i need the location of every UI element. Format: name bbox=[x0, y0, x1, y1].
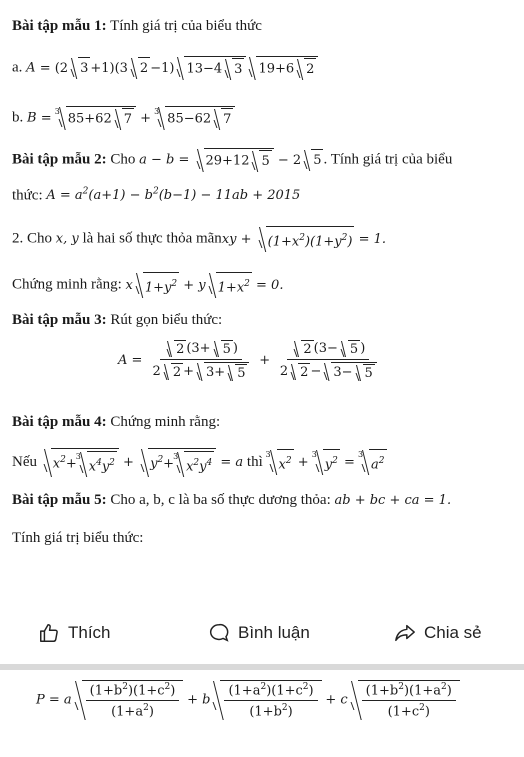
action-bar bbox=[0, 612, 524, 656]
exercise-1a-label: a. bbox=[12, 59, 23, 76]
formula-4-condition: $x^2+$ 3 $x^4y^2 + y^2+$ 3 $x^2y^4 = a$ bbox=[41, 455, 243, 470]
exercise-4-text: Chứng minh rằng: bbox=[106, 414, 221, 430]
thumbs-up-icon bbox=[38, 622, 60, 644]
exercise-5-line2-text: Tính giá trị biểu thức: bbox=[12, 530, 144, 546]
formula-4-result: 3 $x^2$ + 3 $y^2$ = 3 $a^2$ bbox=[267, 455, 387, 470]
formula-2-part2: xy + $(1+x^2)(1+y^2) = 1$. bbox=[222, 232, 386, 247]
exercise-2-text-post: . Tính giá trị của biểu bbox=[323, 151, 453, 168]
exercise-1b: b. B = 3 85+62 7 + 3 85−62 7 bbox=[12, 106, 235, 130]
exercise-5-text: Cho a, b, c là ba số thực dương thỏa: bbox=[106, 492, 335, 508]
comment-button[interactable] bbox=[208, 622, 310, 644]
formula-xy: x, y bbox=[55, 231, 79, 247]
exercise-2-label: Bài tập mẫu 2: bbox=[12, 151, 107, 168]
formula-1a: A bbox=[26, 60, 36, 76]
comment-bubble-icon bbox=[208, 622, 230, 644]
exercise-2-prove bbox=[12, 272, 283, 298]
exercise-2-text-pre: Cho bbox=[106, 151, 140, 168]
comment-label: Bình luận bbox=[238, 623, 310, 642]
exercise-4-pre: Nếu bbox=[12, 454, 41, 470]
exercise-1-heading bbox=[12, 16, 262, 36]
exercise-4-label: Bài tập mẫu 4: bbox=[12, 414, 107, 430]
exercise-2-prove-text: Chứng minh rằng: bbox=[12, 276, 126, 293]
like-button[interactable] bbox=[38, 622, 111, 644]
exercise-4-heading bbox=[12, 412, 220, 432]
share-arrow-icon bbox=[394, 622, 416, 644]
exercise-2-part2 bbox=[12, 226, 386, 252]
exercise-2-expression bbox=[12, 182, 300, 206]
formula-5-expression: P = a $\frac{(1+b^2)(1+c^2)}{(1+a^2)}$ + b $\frac{(1+a^2)(1+c^2)}{(1+b^2)}$ + c $\frac{(1+b^2)(1+a^2)}{(1+c^2)}$ bbox=[36, 680, 460, 720]
formula-2-condition: a − b = bbox=[139, 152, 194, 168]
exercise-1-label: Bài tập mẫu 1: bbox=[12, 18, 107, 34]
formula-1b: B bbox=[27, 110, 37, 126]
exercise-2-heading: Bài tập mẫu 2: Cho a − b = 29+12 5 − 2 5 . Tính giá trị của biểu bbox=[12, 148, 452, 172]
formula-3: A = $\frac{2 (3+ 5 )}{2 2 + 3+ 5}$ + $\frac{2 (3- 5 )}{2 2 - 3- 5}$ bbox=[118, 340, 383, 381]
exercise-5-line2 bbox=[12, 528, 143, 548]
formula-2-expression: $A = a^2(a+1) - b^2(b-1) - 11ab + 2015$ bbox=[46, 187, 301, 204]
exercise-2-part2-pre: 2. Cho bbox=[12, 230, 56, 247]
exercise-1a: a. A = (2 3 +1)(3 2 −1) 13−4 3 19+6 2 bbox=[12, 56, 318, 80]
share-label: Chia sẻ bbox=[424, 623, 482, 642]
exercise-3-heading bbox=[12, 310, 222, 330]
exercise-5-label: Bài tập mẫu 5: bbox=[12, 492, 107, 508]
exercise-4-mid: thì bbox=[243, 454, 267, 470]
exercise-5-heading bbox=[12, 490, 451, 511]
section-divider bbox=[0, 664, 524, 670]
share-button[interactable] bbox=[394, 622, 482, 644]
formula-5-condition: ab + bc + ca = 1. bbox=[334, 493, 452, 508]
exercise-2-line2: thức: bbox=[12, 187, 47, 204]
like-label: Thích bbox=[68, 623, 111, 642]
exercise-1b-label: b. bbox=[12, 109, 24, 126]
formula-2-prove: x $1+y^2 + y$ $1+x^2 = 0$. bbox=[126, 278, 284, 293]
exercise-3-text: Rút gọn biểu thức: bbox=[106, 312, 223, 328]
exercise-1-text: Tính giá trị của biểu thức bbox=[106, 18, 262, 34]
exercise-3-label: Bài tập mẫu 3: bbox=[12, 312, 107, 328]
exercise-4-statement bbox=[12, 448, 387, 477]
exercise-2-part2-mid: là hai số thực thỏa mãn bbox=[78, 230, 222, 247]
